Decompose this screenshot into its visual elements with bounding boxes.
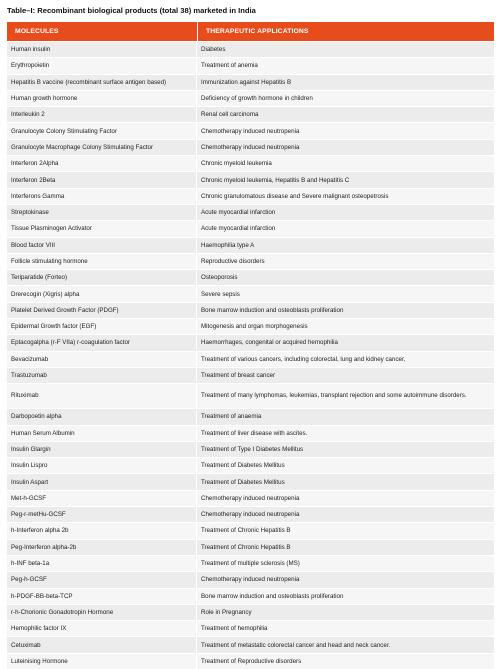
- therapeutic-application-cell: Immunization against Hepatitis B: [197, 74, 494, 90]
- molecule-cell: Insulin Glargin: [7, 441, 197, 457]
- table-row: [7, 604, 494, 620]
- molecule-cell: r-h-Chorionic Gonadotropin Hormone: [7, 604, 197, 620]
- table-row: [7, 408, 494, 424]
- products-table: [7, 22, 494, 669]
- table-row: [7, 139, 494, 155]
- table-row: [7, 237, 494, 253]
- therapeutic-application-cell: Deficiency of growth hormone in children: [197, 90, 494, 106]
- therapeutic-application-cell: Chemotherapy induced neutropenia: [197, 571, 494, 587]
- table-row: [7, 188, 494, 204]
- therapeutic-application-cell: Treatment of Chronic Hepatitis B: [197, 539, 494, 555]
- molecule-cell: Hepatitis B vaccine (recombinant surface antigen based): [7, 74, 197, 90]
- therapeutic-application-cell: Treatment of liver disease with ascites.: [197, 425, 494, 441]
- table-row: [7, 539, 494, 555]
- molecule-cell: Follicle stimulating hormone: [7, 253, 197, 269]
- therapeutic-application-cell: Chronic granulomatous disease and Severe malignant osteopetrosis: [197, 188, 494, 204]
- therapeutic-application-cell: Bone marrow induction and osteoblasts proliferation: [197, 302, 494, 318]
- molecule-cell: Granulocyte Macrophage Colony Stimulating Factor: [7, 139, 197, 155]
- table-row: [7, 334, 494, 350]
- table-row: [7, 383, 494, 408]
- table-body: [7, 41, 494, 669]
- therapeutic-application-cell: Treatment of anaemia: [197, 408, 494, 424]
- therapeutic-application-cell: Diabetes: [197, 41, 494, 57]
- table-row: [7, 220, 494, 236]
- therapeutic-application-cell: Mitogenesis and organ morphogenesis: [197, 318, 494, 334]
- table-row: [7, 457, 494, 473]
- molecule-cell: Darbopoetin alpha: [7, 408, 197, 424]
- table-row: [7, 367, 494, 383]
- table-row: [7, 106, 494, 122]
- molecule-cell: Human Serum Albumin: [7, 425, 197, 441]
- molecule-cell: Platelet Derived Growth Factor (PDGF): [7, 302, 197, 318]
- table-row: [7, 302, 494, 318]
- molecule-cell: h-INF beta-1a: [7, 555, 197, 571]
- molecule-cell: Drerecogin (Xigris) alpha: [7, 285, 197, 301]
- molecule-cell: Human insulin: [7, 41, 197, 57]
- therapeutic-application-cell: Treatment of Diabetes Mellitus: [197, 473, 494, 489]
- therapeutic-application-cell: Acute myocardial infarction: [197, 204, 494, 220]
- table-row: [7, 588, 494, 604]
- molecule-cell: Blood factor VIII: [7, 237, 197, 253]
- therapeutic-application-cell: Chronic myeloid leukemia, Hepatitis B and Hepatitis C: [197, 171, 494, 187]
- molecule-cell: Teriparatide (Forteo): [7, 269, 197, 285]
- molecule-cell: Peg-Interferon alpha-2b: [7, 539, 197, 555]
- therapeutic-application-cell: Treatment of breast cancer: [197, 367, 494, 383]
- therapeutic-application-cell: Haemorrhages, congenital or acquired hemophilia: [197, 334, 494, 350]
- molecule-cell: Tissue Plasminogen Activator: [7, 220, 197, 236]
- table-row: [7, 351, 494, 367]
- table-row: [7, 269, 494, 285]
- table-row: [7, 155, 494, 171]
- therapeutic-application-cell: Treatment of many lymphomas, leukemias, transplant rejection and some autoimmune disorders.: [197, 383, 494, 408]
- molecule-cell: Interferon 2Beta: [7, 171, 197, 187]
- therapeutic-application-cell: Bone marrow induction and osteoblasts proliferation: [197, 588, 494, 604]
- molecule-cell: Bevacizumab: [7, 351, 197, 367]
- therapeutic-application-cell: Chemotherapy induced neutropenia: [197, 490, 494, 506]
- therapeutic-application-cell: Role in Pregnancy: [197, 604, 494, 620]
- table-row: [7, 318, 494, 334]
- therapeutic-application-cell: Reproductive disorders: [197, 253, 494, 269]
- table-row: [7, 204, 494, 220]
- table-row: [7, 285, 494, 301]
- molecule-cell: Epidermal Growth factor (EGF): [7, 318, 197, 334]
- therapeutic-application-cell: Chemotherapy induced neutropenia: [197, 122, 494, 138]
- therapeutic-application-cell: Treatment of various cancers, including colorectal, lung and kidney cancer,: [197, 351, 494, 367]
- molecule-cell: Insulin Aspart: [7, 473, 197, 489]
- table-header-row: [7, 22, 494, 41]
- molecule-cell: Peg-h-GCSF: [7, 571, 197, 587]
- therapeutic-application-cell: Treatment of Reproductive disorders: [197, 653, 494, 669]
- table-row: [7, 122, 494, 138]
- table-row: [7, 441, 494, 457]
- molecule-cell: Rituximab: [7, 383, 197, 408]
- therapeutic-application-cell: Chemotherapy induced neutropenia: [197, 506, 494, 522]
- molecule-cell: Hemophilic factor IX: [7, 620, 197, 636]
- therapeutic-application-cell: Acute myocardial infarction: [197, 220, 494, 236]
- table-row: [7, 41, 494, 57]
- table-row: [7, 620, 494, 636]
- therapeutic-application-cell: Haemophilia type A: [197, 237, 494, 253]
- table-row: [7, 490, 494, 506]
- molecule-cell: Granulocyte Colony Stimulating Factor: [7, 122, 197, 138]
- table-row: [7, 425, 494, 441]
- table-row: [7, 555, 494, 571]
- table-row: [7, 171, 494, 187]
- molecule-cell: h-Interferon alpha 2b: [7, 522, 197, 538]
- molecule-cell: Interferon 2Alpha: [7, 155, 197, 171]
- table-row: [7, 522, 494, 538]
- therapeutic-application-cell: Treatment of metastatic colorectal cancer and head and neck cancer.: [197, 636, 494, 652]
- molecule-cell: h-PDGF-BB-beta-TCP: [7, 588, 197, 604]
- table-row: [7, 636, 494, 652]
- molecule-cell: Interferons Gamma: [7, 188, 197, 204]
- table-row: [7, 74, 494, 90]
- table-row: [7, 473, 494, 489]
- therapeutic-application-cell: Osteoporosis: [197, 269, 494, 285]
- molecule-cell: Human growth hormone: [7, 90, 197, 106]
- table-row: [7, 571, 494, 587]
- table-row: [7, 90, 494, 106]
- table-row: [7, 653, 494, 669]
- table-row: [7, 506, 494, 522]
- molecule-cell: Peg-r-metHu-GCSF: [7, 506, 197, 522]
- therapeutic-application-cell: Treatment of Type I Diabetes Mellitus: [197, 441, 494, 457]
- therapeutic-application-cell: Treatment of anemia: [197, 57, 494, 73]
- therapeutic-application-cell: Treatment of Diabetes Mellitus: [197, 457, 494, 473]
- therapeutic-application-cell: Treatment of multiple sclerosis (MS): [197, 555, 494, 571]
- therapeutic-application-cell: Severe sepsis: [197, 285, 494, 301]
- therapeutic-application-cell: Renal cell carcinoma: [197, 106, 494, 122]
- column-header-therapeutic-applications: THERAPEUTIC APPLICATIONS: [197, 22, 494, 41]
- molecule-cell: Luteinising Hormone: [7, 653, 197, 669]
- therapeutic-application-cell: Treatment of Chronic Hepatitis B: [197, 522, 494, 538]
- molecule-cell: Met-h-GCSF: [7, 490, 197, 506]
- table-row: [7, 57, 494, 73]
- molecule-cell: Insulin Lispro: [7, 457, 197, 473]
- molecule-cell: Eptacogalpha (r-F VIIa) r-coagulation factor: [7, 334, 197, 350]
- molecule-cell: Trastuzumab: [7, 367, 197, 383]
- therapeutic-application-cell: Treatment of hemophilia: [197, 620, 494, 636]
- molecule-cell: Streptokinase: [7, 204, 197, 220]
- column-header-molecules: MOLECULES: [7, 22, 197, 41]
- molecule-cell: Interleukin 2: [7, 106, 197, 122]
- therapeutic-application-cell: Chronic myeloid leukemia: [197, 155, 494, 171]
- table-caption: Table–I: Recombinant biological products (total 38) marketed in India: [7, 6, 256, 15]
- therapeutic-application-cell: Chemotherapy induced neutropenia: [197, 139, 494, 155]
- molecule-cell: Cetuximab: [7, 636, 197, 652]
- molecule-cell: Erythropoietin: [7, 57, 197, 73]
- table-row: [7, 253, 494, 269]
